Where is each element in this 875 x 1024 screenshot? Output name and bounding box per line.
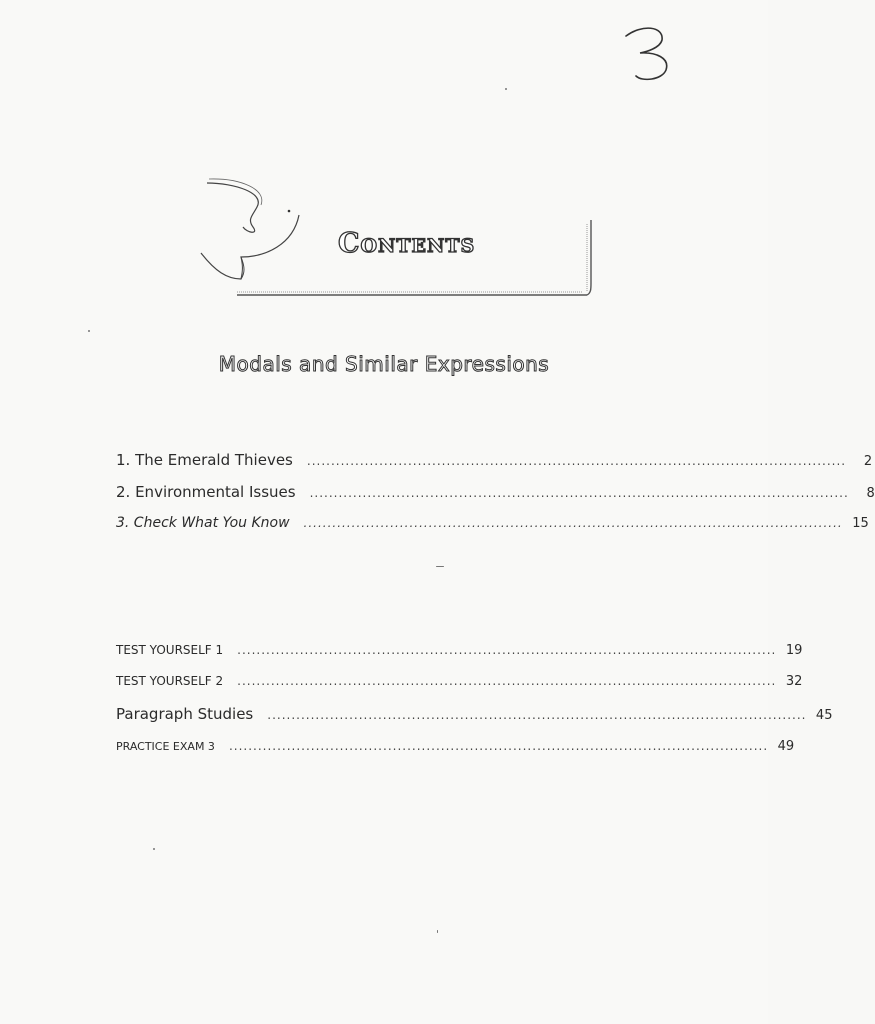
unit-title: Modals and Similar Expressions	[218, 352, 550, 376]
dot-leader: ................................................................................................................	[228, 739, 769, 753]
toc-entry-page: 45	[815, 708, 833, 723]
scan-speck	[153, 848, 155, 850]
scan-speck	[505, 88, 507, 90]
toc-entry[interactable]	[116, 643, 803, 658]
toc-entry[interactable]	[116, 674, 803, 689]
toc-entry-label: 3. Check What You Know	[116, 515, 290, 531]
contents-title: Contents	[338, 228, 476, 259]
scan-speck	[88, 330, 90, 332]
toc-entry-page: 49	[777, 739, 795, 754]
scan-speck	[436, 566, 444, 567]
dot-leader: ................................................................................................................	[303, 516, 843, 530]
toc-entry-page: 19	[785, 643, 803, 658]
toc-entry-label: PRACTICE EXAM 3	[116, 740, 215, 753]
toc-entry-page: 32	[785, 674, 803, 689]
toc-entry[interactable]	[116, 451, 873, 469]
toc-entry-label: 2. Environmental Issues	[116, 483, 296, 501]
toc-entry-label: 1. The Emerald Thieves	[116, 451, 293, 469]
dot-leader: ................................................................................................................	[267, 708, 807, 722]
toc-entry-page: 2	[863, 454, 873, 469]
dot-leader: ................................................................................................................	[237, 674, 777, 688]
toc-entry[interactable]	[116, 705, 833, 723]
toc-entry-page: 8	[866, 486, 875, 501]
toc-entry-page: 15	[852, 516, 869, 531]
dot-leader: ................................................................................................................	[237, 643, 777, 657]
toc-entry-label: TEST YOURSELF 1	[116, 643, 224, 657]
toc-entry[interactable]	[116, 515, 869, 531]
toc-entry-label: Paragraph Studies	[116, 705, 254, 723]
handwritten-page-number	[612, 18, 692, 88]
toc-entry[interactable]	[116, 739, 795, 754]
scan-speck	[437, 930, 438, 933]
toc-entry[interactable]	[116, 483, 875, 501]
dot-leader: ................................................................................................................	[309, 486, 849, 500]
toc-entry-label: TEST YOURSELF 2	[116, 674, 224, 688]
dot-leader: ................................................................................................................	[306, 454, 847, 468]
